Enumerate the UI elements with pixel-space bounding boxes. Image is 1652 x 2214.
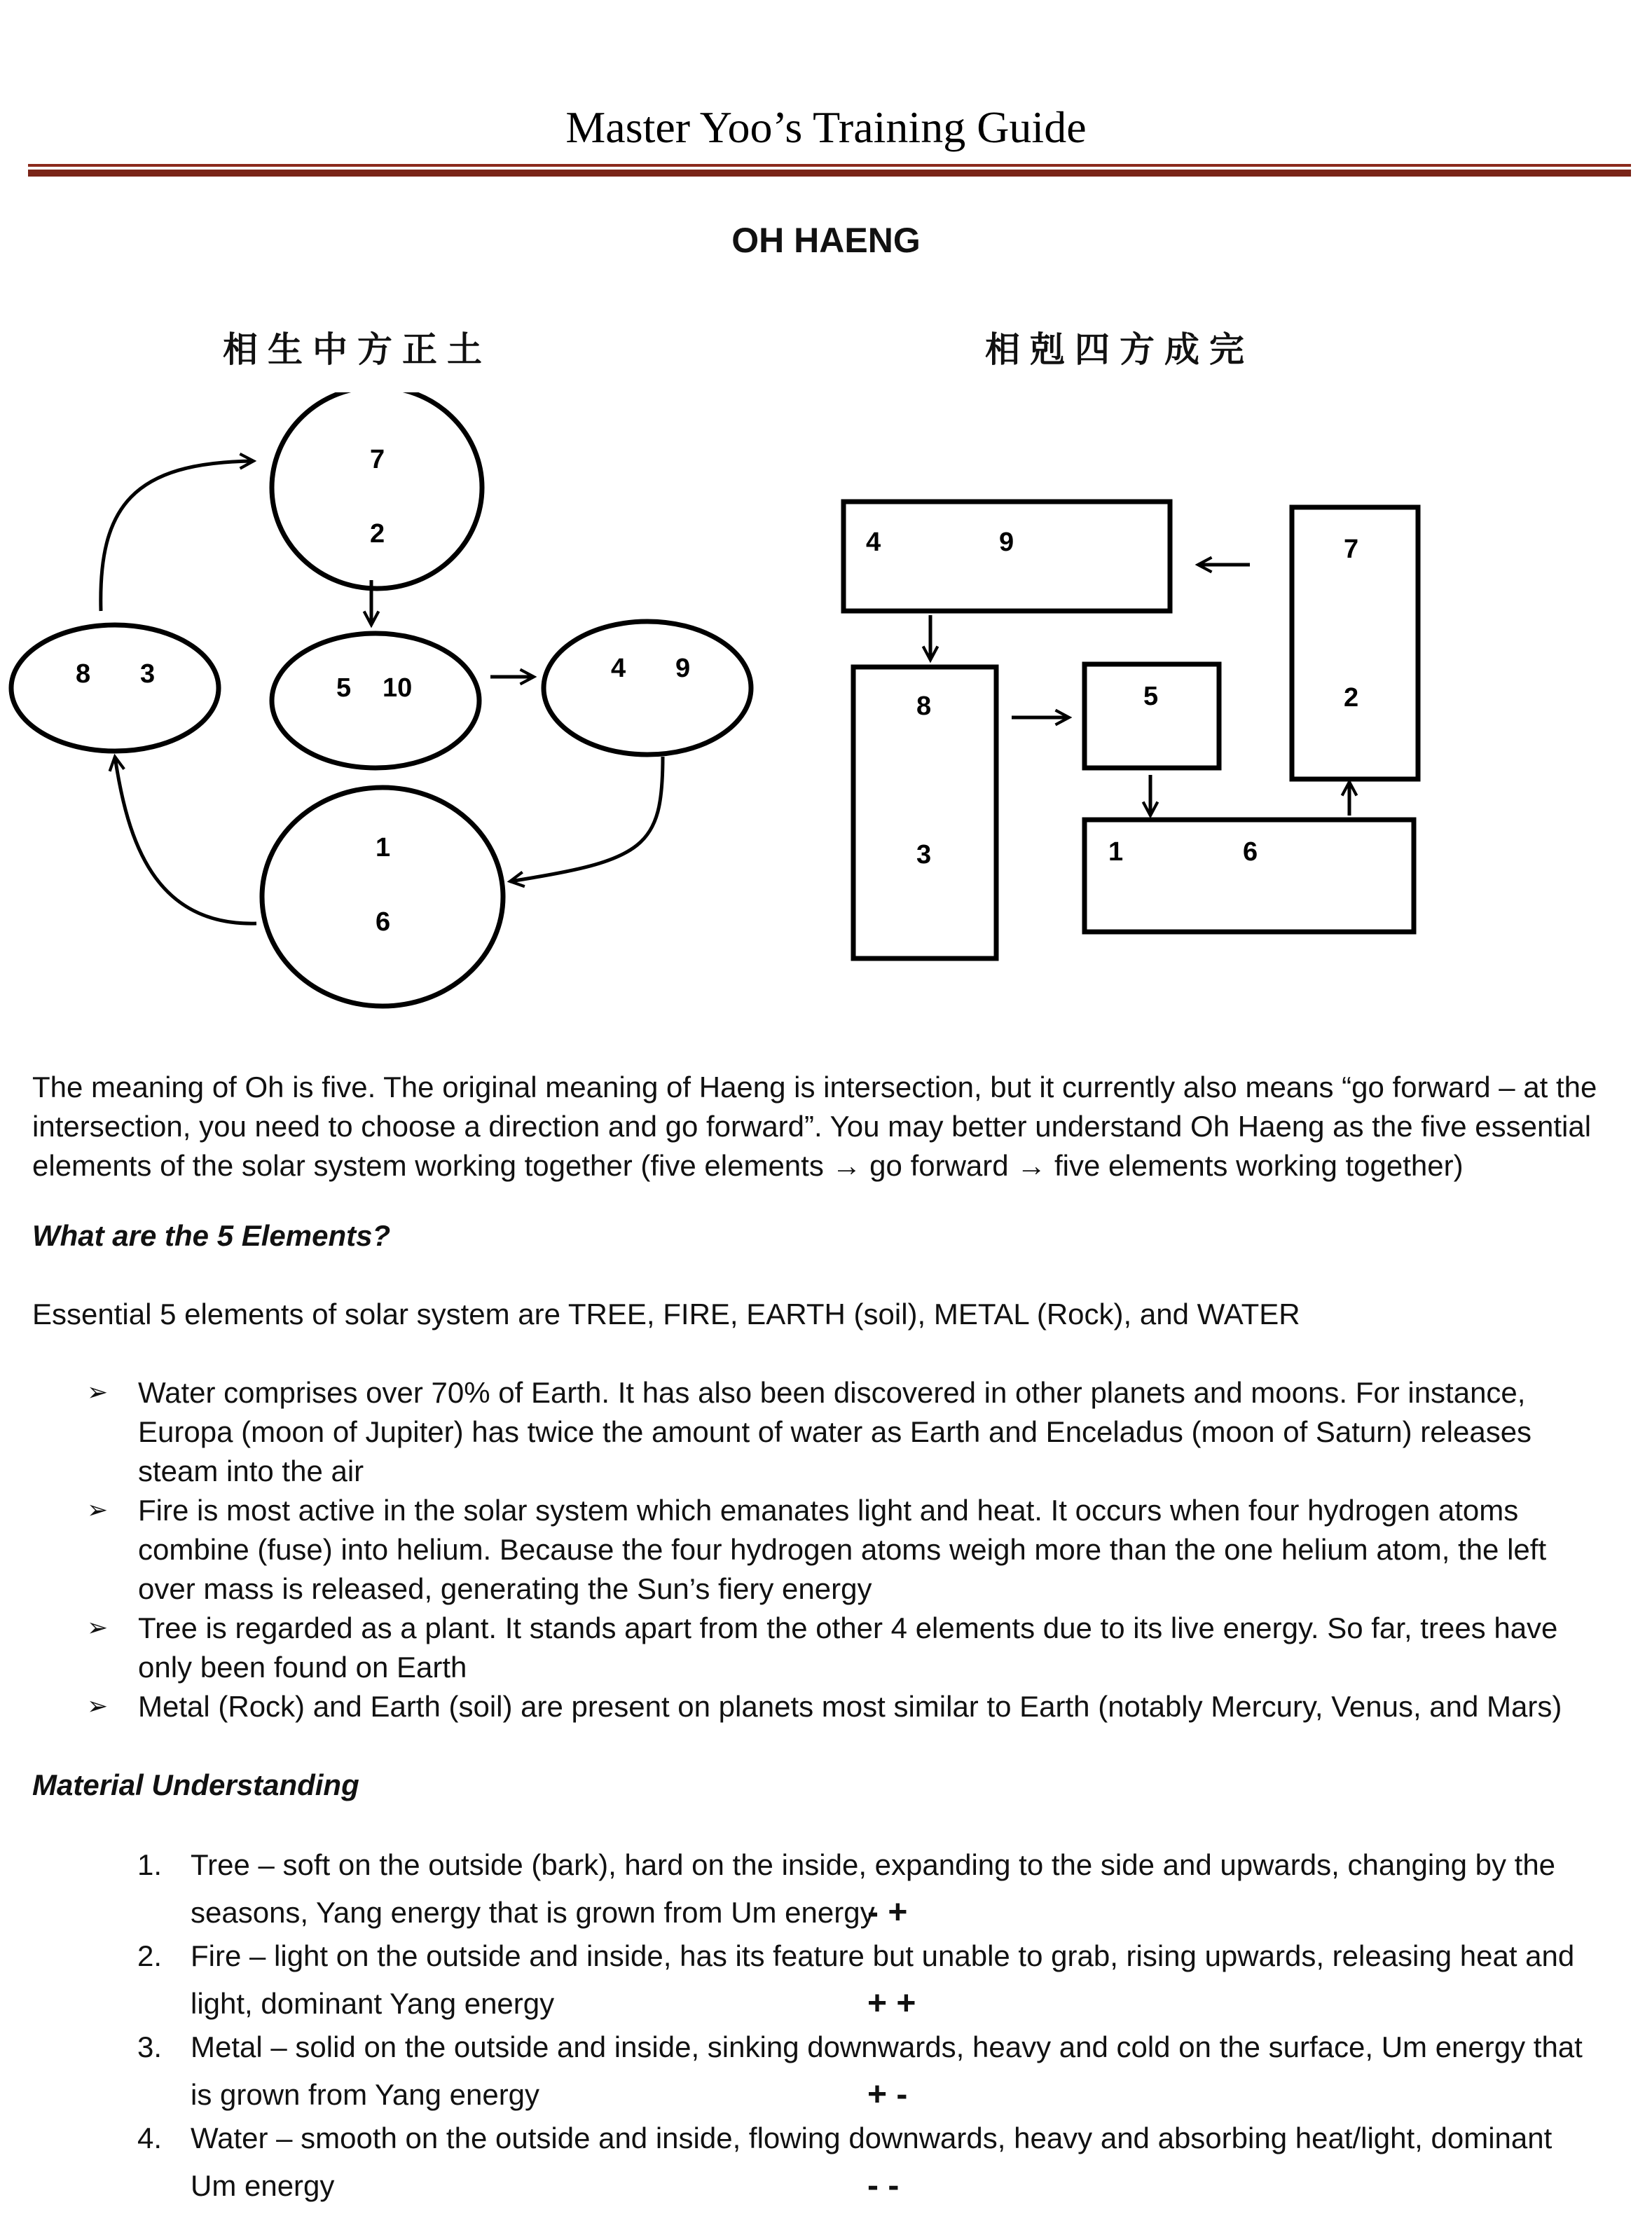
- elements-intro: Essential 5 elements of solar system are TREE, FIRE, EARTH (soil), METAL (Rock), and WATER: [32, 1298, 1300, 1331]
- item-line: Water – smooth on the outside and inside, flowing downwards, heavy and absorbing heat/light, dominant: [191, 2122, 1553, 2154]
- yin-yang-sign: - +: [867, 1894, 908, 1931]
- label-10: 10: [383, 673, 413, 703]
- intro-line-3-part-3: five elements working together): [1046, 1149, 1464, 1182]
- item-line: Fire – light on the outside and inside, has its feature but unable to grab, rising upwards, releasing heat and: [191, 1939, 1575, 1972]
- item-line: light, dominant Yang energy: [191, 1987, 555, 2020]
- arrow-4-9-to-1-6: [510, 757, 663, 881]
- bullet-line: combine (fuse) into helium. Because the four hydrogen atoms weigh more than the one helium atom, the left: [138, 1533, 1547, 1566]
- intro-line-2: intersection, you need to choose a direction and go forward”. You may better understand Oh Haeng as the five essential: [32, 1110, 1592, 1143]
- header-rule-thin: [28, 164, 1631, 167]
- item-line: Um energy: [191, 2169, 335, 2202]
- header-rule-thick: [28, 170, 1631, 177]
- label-7: 7: [370, 445, 385, 474]
- label-3: 3: [916, 840, 932, 869]
- intro-line-3-part-1: elements of the solar system working together (five elements: [32, 1149, 832, 1182]
- left-diagram-caption: 相生中方正土: [223, 329, 492, 370]
- right-arrow-icon: →: [1017, 1149, 1047, 1182]
- label-6: 6: [376, 907, 391, 937]
- right-diagram: [844, 502, 1418, 958]
- list-item: [0, 1491, 1602, 1609]
- label-1: 1: [1108, 837, 1124, 867]
- label-4: 4: [866, 528, 881, 557]
- label-5: 5: [336, 673, 352, 703]
- label-9: 9: [675, 654, 691, 683]
- label-6: 6: [1243, 837, 1258, 867]
- circle-8-3: [11, 625, 219, 751]
- list-item: [0, 1932, 1606, 2023]
- list-item: [0, 2115, 1606, 2206]
- yin-yang-sign: + -: [867, 2076, 908, 2113]
- document-header-title: Master Yoo’s Training Guide: [565, 102, 1087, 152]
- bullet-arrow-icon: ➢: [87, 1378, 109, 1407]
- list-item: [0, 1373, 1602, 1491]
- intro-line-1: The meaning of Oh is five. The original meaning of Haeng is intersection, but it currently also means “go forward – at the: [32, 1071, 1597, 1103]
- circle-4-9: [544, 621, 751, 755]
- label-3: 3: [140, 659, 156, 689]
- arrow-1-6-to-8-3: [115, 757, 256, 923]
- material-heading: Material Understanding: [32, 1768, 359, 1801]
- list-number: 1.: [137, 1848, 163, 1881]
- list-item: [0, 2023, 1606, 2115]
- bullet-line: over mass is released, generating the Sun’s fiery energy: [138, 1572, 872, 1605]
- item-line: seasons, Yang energy that is grown from Um energy: [191, 1896, 875, 1929]
- label-1: 1: [376, 833, 391, 862]
- section-title: OH HAENG: [731, 221, 921, 260]
- rect-5: [1085, 664, 1219, 768]
- list-number: 2.: [137, 1939, 163, 1972]
- elements-heading: What are the 5 Elements?: [32, 1219, 391, 1252]
- label-9: 9: [999, 528, 1014, 557]
- bullet-line: only been found on Earth: [138, 1651, 467, 1684]
- item-line: Tree – soft on the outside (bark), hard on the inside, expanding to the side and upwards, changing by the: [191, 1848, 1556, 1881]
- intro-line-3-part-2: go forward: [861, 1149, 1017, 1182]
- item-line: Metal – solid on the outside and inside, sinking downwards, heavy and cold on the surface, Um energy that: [191, 2030, 1583, 2063]
- right-arrow-icon: →: [832, 1149, 862, 1182]
- label-2: 2: [370, 519, 385, 549]
- list-number: 3.: [137, 2030, 163, 2063]
- intro-paragraph: [32, 1068, 1623, 1185]
- list-item: [0, 1841, 1606, 1932]
- material-list: [0, 1841, 1652, 2206]
- label-5: 5: [1143, 682, 1159, 711]
- rect-1-6: [1085, 820, 1414, 932]
- oh-haeng-diagrams: [0, 392, 1652, 1023]
- bullet-line: steam into the air: [138, 1455, 364, 1487]
- yin-yang-sign: + +: [867, 1985, 916, 2022]
- label-8: 8: [916, 692, 932, 721]
- label-8: 8: [76, 659, 91, 689]
- list-item: [0, 1609, 1602, 1687]
- circle-5-10: [272, 633, 479, 768]
- yin-yang-sign: - -: [867, 2167, 900, 2204]
- bullet-line: Europa (moon of Jupiter) has twice the amount of water as Earth and Enceladus (moon of Saturn) releases: [138, 1415, 1532, 1448]
- bullet-arrow-icon: ➢: [87, 1614, 109, 1642]
- label-7: 7: [1344, 535, 1359, 564]
- right-diagram-caption: 相剋四方成完: [985, 329, 1254, 370]
- item-line: is grown from Yang energy: [191, 2078, 540, 2111]
- list-number: 4.: [137, 2122, 163, 2154]
- elements-bullet-list: [0, 1373, 1652, 1726]
- circle-7-2: [272, 392, 482, 589]
- bullet-line: Tree is regarded as a plant. It stands apart from the other 4 elements due to its live energy. So far, trees have: [138, 1611, 1558, 1644]
- bullet-arrow-icon: ➢: [87, 1692, 109, 1721]
- circle-1-6: [262, 788, 503, 1006]
- bullet-line: Metal (Rock) and Earth (soil) are present on planets most similar to Earth (notably Mercury, Venus, and Mars): [138, 1690, 1562, 1723]
- label-2: 2: [1344, 683, 1359, 713]
- arrow-8-3-to-7-2: [101, 461, 254, 611]
- bullet-line: Fire is most active in the solar system which emanates light and heat. It occurs when four hydrogen atoms: [138, 1494, 1519, 1527]
- bullet-arrow-icon: ➢: [87, 1496, 109, 1525]
- bullet-line: Water comprises over 70% of Earth. It has also been discovered in other planets and moons. For instance,: [138, 1376, 1526, 1409]
- right-diagram-arrows: [930, 565, 1349, 816]
- list-item: [0, 1687, 1602, 1726]
- label-4: 4: [611, 654, 626, 683]
